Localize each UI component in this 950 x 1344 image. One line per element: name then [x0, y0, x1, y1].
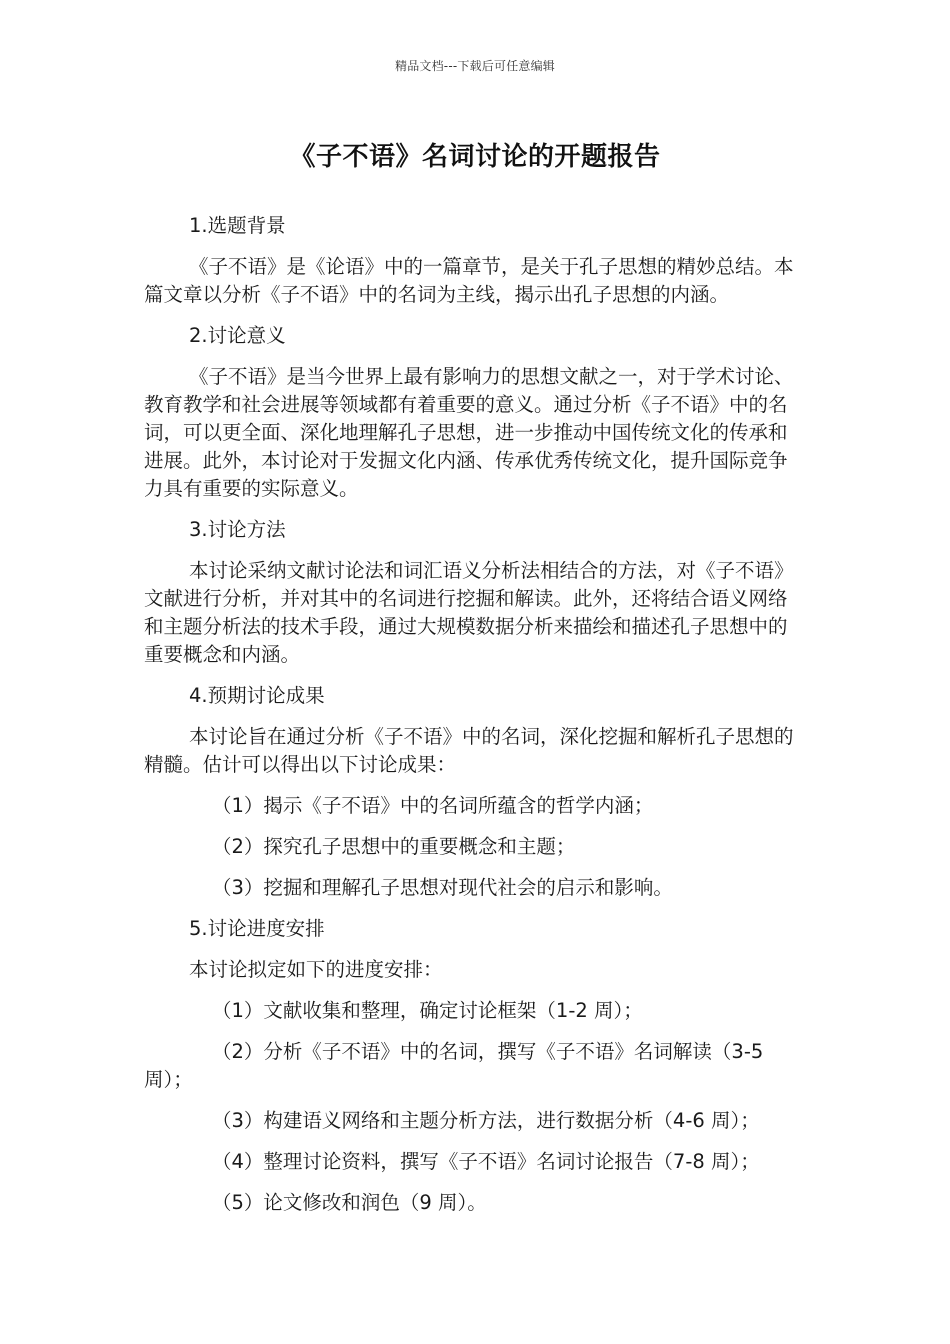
- section-heading-outcomes: 4.预期讨论成果: [189, 684, 325, 707]
- section-heading-significance: 2.讨论意义: [189, 324, 286, 347]
- list-item: （3）挖掘和理解孔子思想对现代社会的启示和影响。: [212, 876, 673, 899]
- list-item: （1）揭示《子不语》中的名词所蕴含的哲学内涵；: [212, 794, 654, 817]
- list-item: （2）探究孔子思想中的重要概念和主题；: [212, 835, 576, 858]
- list-item: （3）构建语义网络和主题分析方法，进行数据分析（4-6 周）；: [212, 1109, 760, 1132]
- list-item: （2）分析《子不语》中的名词，撰写《子不语》名词解读（3-5 周）；: [144, 1040, 764, 1091]
- section-heading-background: 1.选题背景: [189, 214, 286, 237]
- document-body: [144, 212, 800, 1217]
- document-title: 《子不语》名词讨论的开题报告: [289, 142, 661, 172]
- paragraph-method: 本讨论采纳文献讨论法和词汇语义分析法相结合的方法，对《子不语》文献进行分析，并对其中的名词进行挖掘和解读。此外，还将结合语义网络和主题分析法的技术手段，通过大规模数据分析来描绘和描述孔子思想中的重要概念和内涵。: [144, 559, 794, 666]
- list-item: （5）论文修改和润色（9 周）。: [212, 1191, 487, 1214]
- schedule-intro: 本讨论拟定如下的进度安排：: [189, 958, 443, 981]
- section-heading-schedule: 5.讨论进度安排: [189, 917, 325, 940]
- header-note: 精品文档---下载后可任意编辑: [395, 59, 555, 73]
- list-item: （4）整理讨论资料，撰写《子不语》名词讨论报告（7-8 周）；: [212, 1150, 760, 1173]
- paragraph-significance: 《子不语》是当今世界上最有影响力的思想文献之一，对于学术讨论、教育教学和社会进展等领域都有着重要的意义。通过分析《子不语》中的名词，可以更全面、深化地理解孔子思想，进一步推动中国传统文化的传承和进展。此外，本讨论对于发掘文化内涵、传承优秀传统文化，提升国际竞争力具有重要的实际意义。: [144, 365, 794, 500]
- paragraph-background: 《子不语》是《论语》中的一篇章节，是关于孔子思想的精妙总结。本篇文章以分析《子不语》中的名词为主线，揭示出孔子思想的内涵。: [144, 255, 794, 306]
- paragraph-outcomes: 本讨论旨在通过分析《子不语》中的名词，深化挖掘和解析孔子思想的精髓。估计可以得出以下讨论成果：: [144, 725, 794, 776]
- section-heading-method: 3.讨论方法: [189, 518, 286, 541]
- list-item: （1）文献收集和整理，确定讨论框架（1-2 周）；: [212, 999, 643, 1022]
